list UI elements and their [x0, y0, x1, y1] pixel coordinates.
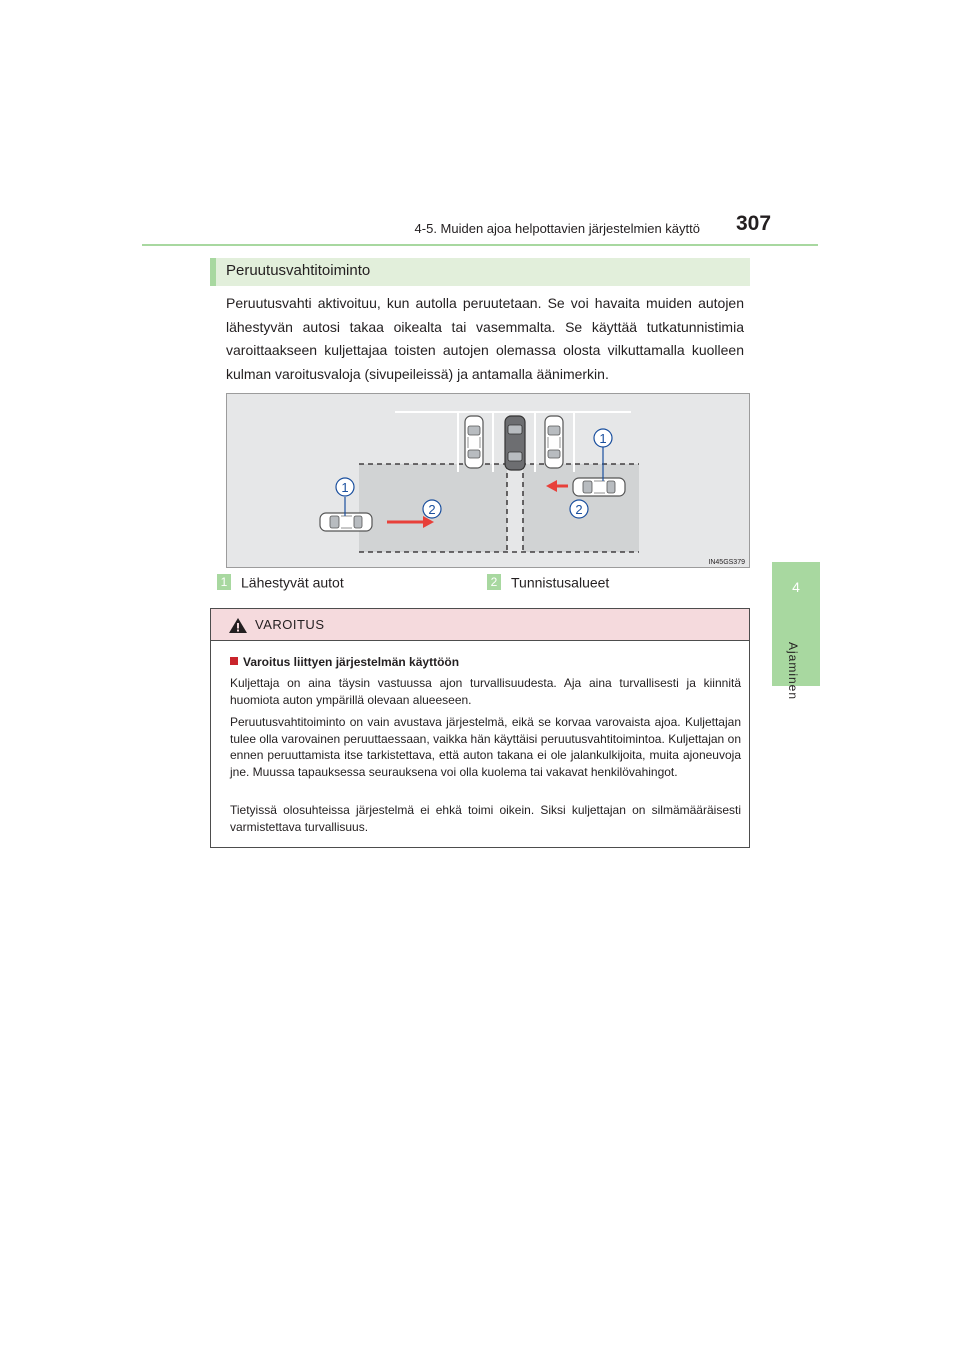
legend-label: Tunnistusalueet — [511, 574, 610, 591]
legend-item — [217, 573, 344, 590]
warning-paragraph: Kuljettaja on aina täysin vastuussa ajon turvallisuudesta. Aja aina turvallisesti ja kiinnitä huomiota auton ympärillä olevaan alueeseen. — [230, 676, 741, 707]
intro-paragraph: Peruutusvahti aktivoituu, kun autolla peruutetaan. Se voi havaita muiden autojen lähestyvän autosi takaa oikealta tai vasemmalta. Se käyttää tutkatunnistimia varoittaakseen kuljettajaa toisten autojen olemassa olosta vilkuttamalla kuolleen kulman varoitusvaloja (sivupeileissä) ja antamalla äänimerkin. — [226, 295, 744, 382]
svg-text:1: 1 — [599, 431, 607, 446]
callout-2-right — [570, 500, 588, 518]
section-heading-bar — [210, 258, 750, 286]
warning-triangle-icon — [228, 617, 248, 634]
svg-text:2: 2 — [575, 502, 583, 517]
parked-car — [465, 416, 483, 468]
chapter-number: 4 — [792, 579, 800, 595]
running-header-title: 4-5. Muiden ajoa helpottavien järjestelmien käyttö — [414, 221, 700, 236]
svg-text:1: 1 — [341, 480, 349, 495]
parked-car — [545, 416, 563, 468]
legend-number: 2 — [487, 574, 501, 590]
callout-1-left — [336, 478, 354, 496]
own-car — [505, 416, 525, 470]
warning-paragraph: Tietyissä olosuhteissa järjestelmä ei ehkä toimi oikein. Siksi kuljettajan on silmämääräisesti varmistettava turvallisuus. — [230, 803, 741, 834]
warning-paragraph: Peruutusvahtitoiminto on vain avustava järjestelmä, eikä se korvaa varovaista ajoa. Kuljettajan tulee olla varovainen peruuttaessaan, vaikka hän käyttäisi peruutusvahtitoimintoa. Kuljettajan on ennen peruuttamista itse tarkistettava, että auton takana ei ole jalankulkijoita, muita ajoneuvoja jne. Muussa tapauksessa seurauksena voi olla kuolema tai vakavat henkilövahingot. — [230, 715, 741, 779]
bullet-square-icon — [230, 657, 238, 665]
svg-text:2: 2 — [428, 502, 436, 517]
approaching-car-left — [320, 513, 372, 531]
page-number: 307 — [736, 212, 772, 235]
legend-item — [487, 573, 609, 590]
legend-number: 1 — [217, 574, 231, 590]
chapter-label: Ajaminen — [786, 642, 800, 701]
figure-code: IN45GS379 — [708, 559, 745, 566]
parking-diagram — [227, 394, 751, 569]
section-title: Peruutusvahtitoiminto — [226, 262, 371, 279]
callout-1-right — [594, 429, 612, 447]
legend-label: Lähestyvät autot — [241, 574, 344, 591]
parking-illustration — [226, 393, 750, 568]
callout-2-left — [423, 500, 441, 518]
section-heading-accent — [210, 258, 216, 286]
warning-title: VAROITUS — [255, 617, 325, 632]
approaching-car-right — [573, 478, 625, 496]
warning-header — [211, 609, 749, 641]
warning-box — [210, 608, 750, 848]
warning-subtitle: Varoitus liittyen järjestelmän käyttöön — [230, 655, 459, 669]
header-rule — [142, 244, 818, 246]
